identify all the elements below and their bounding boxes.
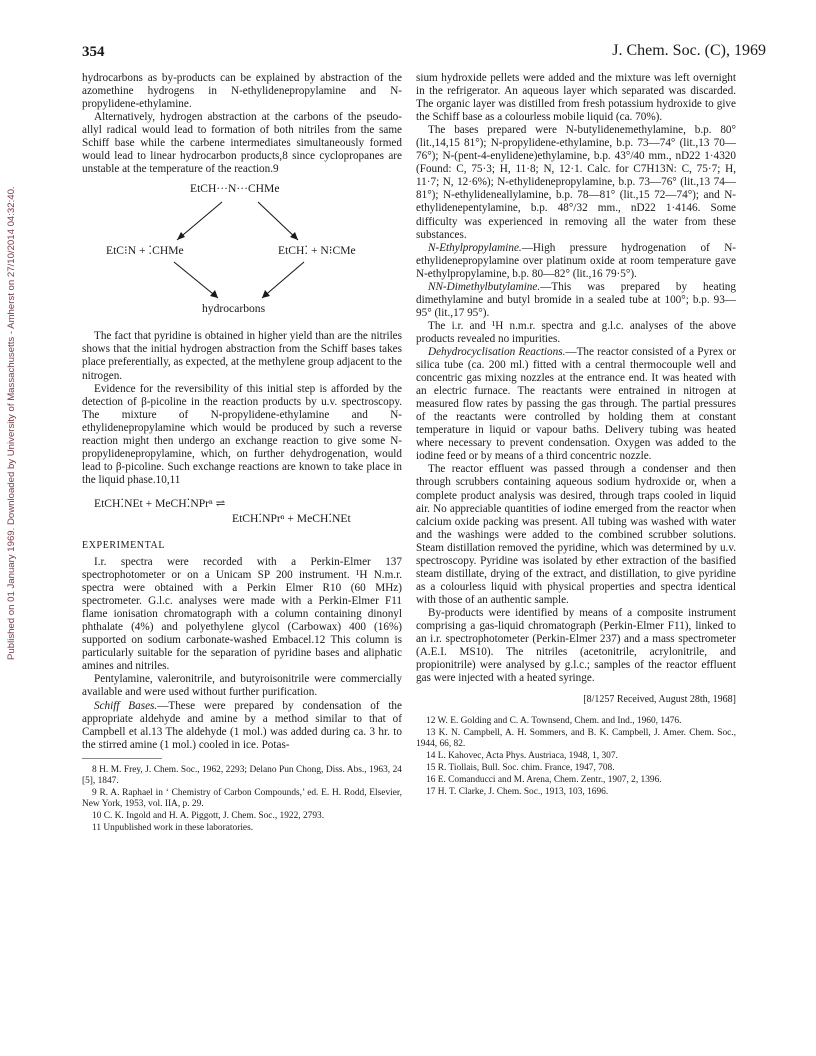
- footnotes-right: [416, 716, 736, 798]
- footnote: 13 K. N. Campbell, A. H. Sommers, and B. K. Campbell, J. Amer. Chem. Soc., 1944, 66, 82.: [416, 728, 736, 750]
- subheading: NN-Dimethylbutylamine.: [428, 280, 541, 293]
- paragraph: N-Ethylpropylamine.—High pressure hydrogenation of N-ethylidenepropylamine over platinum oxide at room temperature gave N-ethylpropylamine, b.p. 80—82° (lit.,16 79·5°).: [416, 241, 736, 280]
- sidebar-text: Published on 01 January 1969. Downloaded by University of Massachusetts - Amherst on 27/10/2014 04:32:40.: [6, 186, 17, 660]
- footnote: 10 C. K. Ingold and H. A. Piggott, J. Chem. Soc., 1922, 2793.: [92, 810, 325, 821]
- received-date: [8/1257 Received, August 28th, 1968]: [583, 694, 736, 706]
- paragraph: sium hydroxide pellets were added and the mixture was left overnight in the refrigerator. An aqueous layer which separated was discarded. The organic layer was distilled from fresh potassium hydroxide to give the Schiff base as a colourless mobile liquid (ca. 70%).: [416, 72, 736, 124]
- publication-sidebar: [2, 186, 22, 660]
- paragraph: By-products were identified by means of a composite instrument comprising a gas-liquid chromatograph (Perkin-Elmer F11), linked to an i.r. spectrophotometer (Perkin-Elmer 237) and a mass spectrometer (A.E.I. MS10). The nitriles (acetonitrile, acrylonitrile, and propionitrile) were analysed by g.l.c.; samples of the reactor effluent gas were injected with a heated syringe.: [416, 606, 736, 685]
- scheme-top: EtCH···N···CHMe: [190, 182, 280, 196]
- subheading: N-Ethylpropylamine.: [428, 241, 522, 254]
- paragraph: The i.r. and ¹H n.m.r. spectra and g.l.c. analyses of the above products revealed no impurities.: [416, 319, 736, 345]
- footnote: 8 H. M. Frey, J. Chem. Soc., 1962, 2293; Delano Pun Chong, Diss. Abs., 1963, 24 [5], 1847.: [82, 764, 402, 786]
- left-column: [82, 72, 402, 835]
- subheading: Dehydrocyclisation Reactions.: [428, 345, 566, 358]
- paragraph: The reactor effluent was passed through a condenser and then through scrubbers containing aqueous sodium hydroxide or, when a complete product analysis was desired, through traps cooled in liquid air. No appreciable quantities of iodine emerged from the reactor when calcium oxide packing was present. All tubing was washed with water and the washings were added to the combined scrubber solutions. Steam distillation removed the pyridine, which was determined by u.v. spectroscopy. Pyridine was isolated by ether extraction of the basified steam distillate, drying of the extract, and distillation, to give pyridine as a colourless liquid with physical properties and spectra identical with those of an authentic sample.: [416, 463, 736, 606]
- paragraph: Pentylamine, valeronitrile, and butyroisonitrile were commercially available and were used without further purification.: [82, 673, 402, 699]
- paragraph: hydrocarbons as by-products can be explained by abstraction of the azomethine hydrogens in N-ethylidenepropylamine and N-propylidene-ethylamine.: [82, 72, 402, 111]
- paragraph: Dehydrocyclisation Reactions.—The reactor consisted of a Pyrex or silica tube (ca. 200 ml.) fitted with a central thermocouple well and concentric gas mixing nozzles at the entrance end. It was heated with an electric furnace. The reactants were entrained in nitrogen at measured flow rates by passing the gas through. The partial pressures of the reactants were controlled by holding them at constant temperature in liquid or vapour baths. Delivery tubing was heated where necessary to prevent condensation. Oxygen was added to the iodine feed or by means of a third concentric nozzle.: [416, 345, 736, 463]
- right-column: [416, 72, 736, 799]
- subheading: Schiff Bases.: [94, 699, 158, 712]
- paragraph: NN-Dimethylbutylamine.—This was prepared by heating dimethylamine and butyl bromide in a sealed tube at 100°; b.p. 93—95° (lit.,17 95°).: [416, 280, 736, 319]
- paragraph: Alternatively, hydrogen abstraction at the carbons of the pseudo-allyl radical would lead to formation of both nitriles from the same Schiff base while the carbene intermediates simultaneously formed would lead to linear hydrocarbon products,8 since cyclopropanes are unstable at the temperature of the reaction.9: [82, 111, 402, 176]
- paragraph: Schiff Bases.—These were prepared by condensation of the appropriate aldehyde and amine by a method similar to that of Campbell et al.13 The aldehyde (1 mol.) was added during ca. 3 hr. to the stirred amine (1 mol.) cooled in ice. Potas-: [82, 699, 402, 751]
- scheme-right: EtCH⁚ + N⁝CMe: [278, 244, 356, 258]
- paragraph: The bases prepared were N-butylidenemethylamine, b.p. 80° (lit.,14,15 81°); N-propylidene-ethylamine, b.p. 73—74° (lit.,13 70—76°); N-(pent-4-enylidene)ethylamine, b.p. 43°/40 mm., nD22 1·4320 (Found: C, 75·3; H, 11·8; N, 12·1. Calc. for C7H13N: C, 75·7; H, 11·7; N, 12·6%); N-ethylidenepropylamine, b.p. 73—76° (lit.,13 74—81°); N-ethylideneallylamine, b.p. 78—81° (lit.,15 72—74°); and N-ethylidenepentylamine, b.p. 48°/32 mm., nD22 1·4146. Some difficulty was experienced in removing all the water from these substances.: [416, 124, 736, 241]
- paragraph: The fact that pyridine is obtained in higher yield than are the nitriles shows that the initial hydrogen abstraction from the Schiff bases takes place preferentially, as expected, at the methylene group adjacent to the nitrogen.: [82, 330, 402, 382]
- paragraph: Evidence for the reversibility of this initial step is afforded by the detection of β-picoline in the reaction products by u.v. spectroscopy. The mixture of N-propylidene-ethylamine and N-ethylidenepropylamine which would be produced by such a reverse reaction might then undergo an exchange reaction to give some N-propylidenepropylamine, which, on further dehydrogenation, would lead to β-picoline. Such exchange reactions are known to take place in the liquid phase.10,11: [82, 382, 402, 486]
- reaction-scheme: [82, 180, 402, 320]
- equation-line-1: EtCH⁚NEt + MeCH⁚NPrⁿ ⇌: [94, 496, 226, 510]
- footnote: 14 L. Kahovec, Acta Phys. Austriaca, 1948, 1, 307.: [426, 751, 618, 762]
- footnotes-left: [82, 765, 402, 834]
- footnote: 12 W. E. Golding and C. A. Townsend, Chem. and Ind., 1960, 1476.: [426, 716, 682, 727]
- footnote: 15 R. Tiollais, Bull. Soc. chim. France, 1947, 708.: [426, 763, 615, 774]
- footnote: 16 E. Comanducci and M. Arena, Chem. Zentr., 1907, 2, 1396.: [426, 775, 662, 786]
- footnote: 9 R. A. Raphael in ‘ Chemistry of Carbon Compounds,’ ed. E. H. Rodd, Elsevier, New York, 1953, vol. IIA, p. 29.: [82, 787, 402, 809]
- exchange-equation: [82, 497, 402, 531]
- section-heading: EXPERIMENTAL: [82, 539, 166, 551]
- page-number: 354: [82, 44, 105, 60]
- footnote-rule: [82, 758, 162, 759]
- scheme-left: EtC⁝N + ⁚CHMe: [106, 244, 184, 258]
- scheme-bottom: hydrocarbons: [202, 302, 266, 316]
- equation-line-2: EtCH⁚NPrⁿ + MeCH⁚NEt: [232, 511, 351, 525]
- journal-header: J. Chem. Soc. (C), 1969: [612, 42, 766, 59]
- paragraph: I.r. spectra were recorded with a Perkin-Elmer 137 spectrophotometer or on a Unicam SP 200 instrument. ¹H N.m.r. spectra were obtained with a Perkin Elmer R10 (60 MHz) spectrometer. G.l.c. analyses were made with a Perkin-Elmer F11 flame ionisation chromatograph with a column containing dinonyl phthalate (4%) and polyethylene glycol (Carbowax) 400 (16%) supported on sodium carbonate-washed Embacel.12 This column is particularly suitable for the separation of pyridine bases and aliphatic amines and nitriles.: [82, 555, 402, 673]
- footnote: 11 Unpublished work in these laboratories.: [92, 822, 254, 833]
- footnote: 17 H. T. Clarke, J. Chem. Soc., 1913, 103, 1696.: [426, 787, 609, 798]
